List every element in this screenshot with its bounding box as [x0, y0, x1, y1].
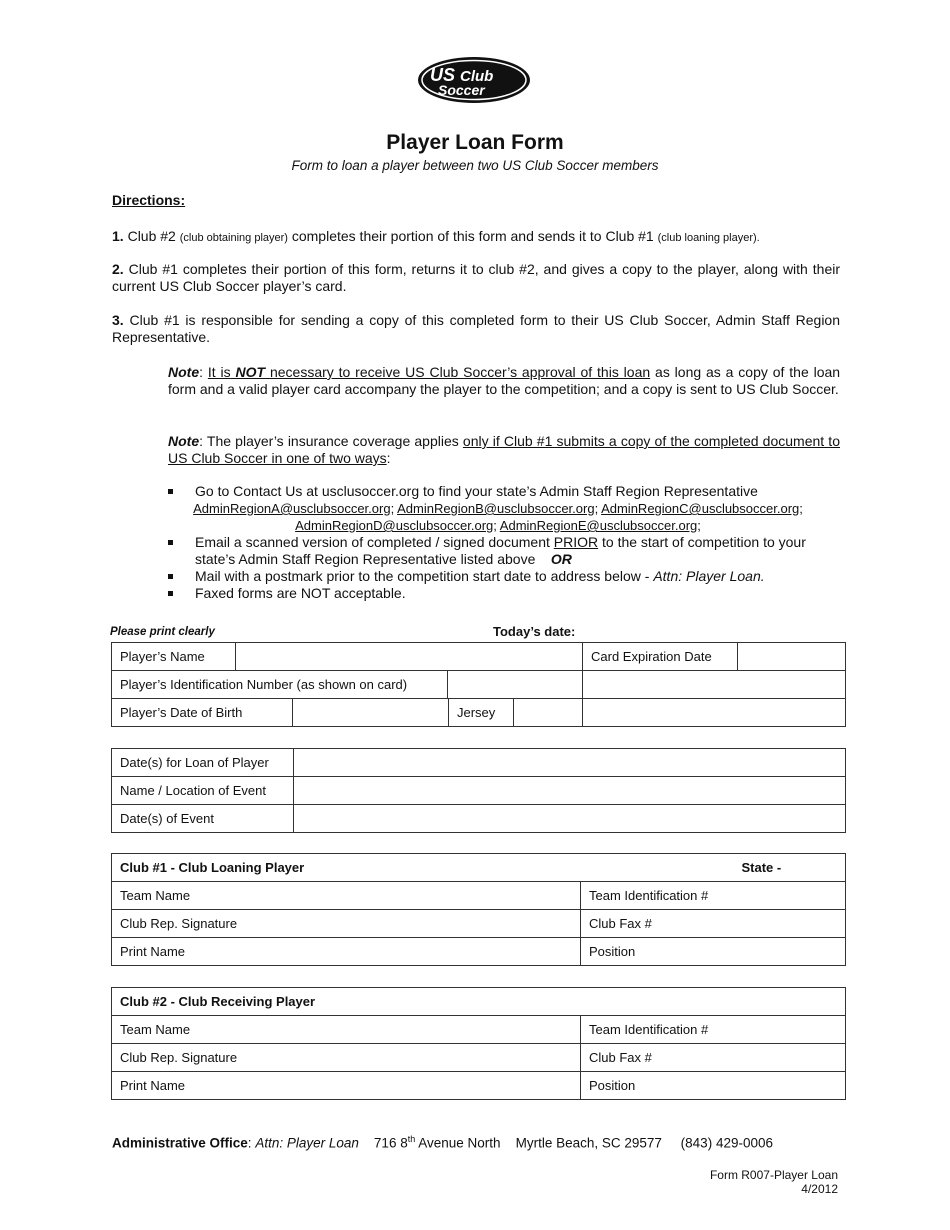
event-info-table — [111, 748, 846, 833]
club1-print-name[interactable]: Print Name — [112, 938, 581, 966]
note-insurance: Note: The player’s insurance coverage applies only if Club #1 submits a copy of the completed document to US Club Soccer in one of two ways: — [168, 433, 840, 466]
event-name-label: Name / Location of Event — [112, 777, 294, 805]
player-id-field-cont[interactable] — [583, 671, 846, 699]
club1-team-name[interactable]: Team Name — [112, 882, 581, 910]
loan-dates-label: Date(s) for Loan of Player — [112, 749, 294, 777]
note-approval: Note: It is NOT necessary to receive US Club Soccer’s approval of this loan as long as a copy of the loan form and a valid player card accompany the player to the competition; and a copy is sent to US Club Soccer. — [168, 364, 841, 397]
print-clearly-label: Please print clearly — [110, 626, 215, 638]
us-club-soccer-logo — [416, 55, 532, 105]
club2-team-name[interactable]: Team Name — [112, 1016, 581, 1044]
email-link-b[interactable]: AdminRegionB@usclubsoccer.org — [397, 501, 595, 516]
admin-office-address: Administrative Office: Attn: Player Loan 716 8th Avenue North Myrtle Beach, SC 29577 (843) 429-0006 — [112, 1134, 773, 1151]
loan-dates-field[interactable] — [294, 749, 846, 777]
bullet-contact-us: Go to Contact Us at usclusoccer.org to find your state’s Admin Staff Region Representative — [168, 483, 848, 500]
svg-text:Club: Club — [460, 68, 494, 85]
email-link-d[interactable]: AdminRegionD@usclubsoccer.org — [295, 518, 494, 533]
jersey-field[interactable] — [514, 699, 582, 726]
players-name-field[interactable] — [236, 643, 583, 671]
event-name-field[interactable] — [294, 777, 846, 805]
club1-position[interactable]: Position — [581, 938, 846, 966]
form-number: Form R007-Player Loan 4/2012 — [709, 1168, 838, 1196]
direction-step-3: 3. Club #1 is responsible for sending a copy of this completed form to their US Club Soccer, Admin Staff Region Representative. — [112, 312, 840, 345]
club2-fax[interactable]: Club Fax # — [581, 1044, 846, 1072]
todays-date-label: Today’s date: — [493, 624, 576, 639]
bullet-email-scan: Email a scanned version of completed / signed document PRIOR to the start of competition to your state’s Admin Staff Region Representative listed above OR — [168, 534, 848, 568]
jersey-label: Jersey — [449, 699, 514, 726]
region-email-list: AdminRegionA@usclubsoccer.org; AdminRegionB@usclubsoccer.org; AdminRegionC@usclubsoccer.org; AdminRegionD@usclubsoccer.org; AdminRegionE@usclubsoccer.org; — [193, 501, 803, 533]
direction-step-1: 1. Club #2 (club obtaining player) completes their portion of this form and sends it to Club #1 (club loaning player). — [112, 228, 760, 244]
club2-team-id[interactable]: Team Identification # — [581, 1016, 846, 1044]
club1-team-id[interactable]: Team Identification # — [581, 882, 846, 910]
player-info-table — [111, 642, 846, 727]
bullet-mail: Mail with a postmark prior to the competition start date to address below - Attn: Player Loan. — [168, 568, 848, 585]
club2-table — [111, 987, 846, 1100]
page-title: Player Loan Form — [386, 131, 564, 154]
svg-text:US: US — [430, 65, 456, 85]
directions-heading: Directions: — [112, 192, 186, 208]
club2-print-name[interactable]: Print Name — [112, 1072, 581, 1100]
club1-signature[interactable]: Club Rep. Signature — [112, 910, 581, 938]
event-dates-field[interactable] — [294, 805, 846, 833]
email-link-a[interactable]: AdminRegionA@usclubsoccer.org — [193, 501, 391, 516]
card-expiration-label: Card Expiration Date — [583, 643, 738, 671]
submission-methods-list — [168, 483, 848, 602]
event-dates-label: Date(s) of Event — [112, 805, 294, 833]
club1-heading: Club #1 - Club Loaning Player — [120, 860, 305, 875]
email-link-c[interactable]: AdminRegionC@usclubsoccer.org — [601, 501, 800, 516]
club2-signature[interactable]: Club Rep. Signature — [112, 1044, 581, 1072]
dob-field[interactable] — [293, 699, 449, 726]
svg-text:Soccer: Soccer — [438, 82, 485, 98]
club1-fax[interactable]: Club Fax # — [581, 910, 846, 938]
bullet-fax-not-accepted: Faxed forms are NOT acceptable. — [168, 585, 848, 602]
card-expiration-field[interactable] — [738, 643, 846, 671]
page-subtitle: Form to loan a player between two US Club Soccer members — [291, 158, 659, 173]
direction-step-2: 2. Club #1 completes their portion of this form, returns it to club #2, and gives a copy to the player, along with their current US Club Soccer player’s card. — [112, 261, 840, 294]
dob-row — [112, 699, 583, 727]
jersey-field-cont[interactable] — [583, 699, 846, 727]
player-id-label: Player’s Identification Number (as shown on card) — [112, 671, 448, 698]
dob-label: Player’s Date of Birth — [112, 699, 293, 726]
players-name-label: Player’s Name — [112, 643, 236, 671]
email-link-e[interactable]: AdminRegionE@usclubsoccer.org — [499, 518, 698, 533]
club1-header — [112, 854, 846, 882]
player-id-field[interactable] — [448, 671, 582, 698]
player-id-row — [112, 671, 583, 699]
club1-table — [111, 853, 846, 966]
club2-heading: Club #2 - Club Receiving Player — [112, 988, 846, 1016]
club1-state-label: State - — [741, 860, 782, 875]
club2-position[interactable]: Position — [581, 1072, 846, 1100]
